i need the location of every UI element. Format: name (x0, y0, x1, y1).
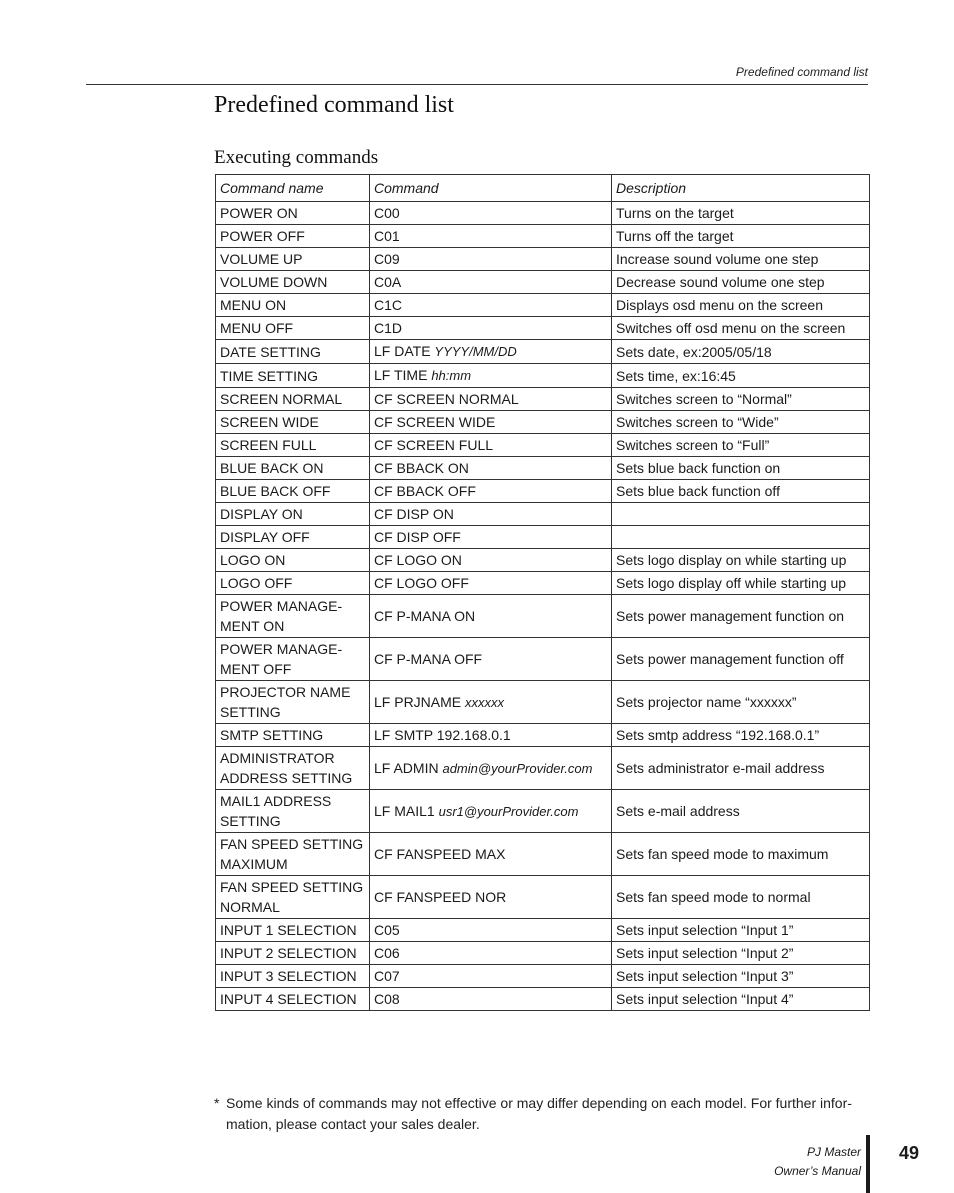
command-name-cell (216, 364, 370, 388)
command-name-cell (216, 503, 370, 526)
command-cell (370, 747, 612, 790)
command-cell (370, 724, 612, 747)
command-name-line: MAIL1 ADDRESS (220, 793, 332, 809)
command-cell (370, 271, 612, 294)
command-name-cell (216, 919, 370, 942)
command-name-cell (216, 638, 370, 681)
command-name-cell (216, 965, 370, 988)
footnote-line-1 (214, 1093, 869, 1114)
table-row (216, 411, 870, 434)
command-name-cell (216, 248, 370, 271)
command-cell (370, 248, 612, 271)
page-number: 49 (899, 1143, 920, 1163)
command-code: C0A (374, 274, 402, 290)
command-name-cell (216, 988, 370, 1011)
table-row (216, 526, 870, 549)
command-name-line: SMTP SETTING (220, 727, 324, 743)
description-cell: Sets projector name “xxxxxx” (612, 681, 870, 724)
table-header-row (216, 175, 870, 202)
command-code: LF PRJNAME (374, 693, 462, 710)
footer-bar (866, 1135, 870, 1193)
command-name-cell (216, 457, 370, 480)
description-cell: Switches off osd menu on the screen (612, 317, 870, 340)
command-code: LF TIME (374, 367, 428, 383)
table-row (216, 876, 870, 919)
table-row (216, 965, 870, 988)
command-name-line: ADDRESS SETTING (220, 770, 353, 786)
command-name-line: BLUE BACK OFF (220, 483, 331, 499)
command-cell (370, 294, 612, 317)
command-code: LF DATE (374, 343, 431, 359)
table-row (216, 248, 870, 271)
command-name-line: DISPLAY ON (220, 506, 303, 522)
footnote-line-2: mation, please contact your sales dealer. (226, 1116, 480, 1132)
command-cell (370, 457, 612, 480)
column-header-description: Description (612, 175, 870, 202)
table-row (216, 503, 870, 526)
command-code: LF MAIL1 (374, 802, 435, 819)
command-name-cell (216, 271, 370, 294)
command-code: CF SCREEN FULL (374, 437, 494, 453)
table-row (216, 388, 870, 411)
command-name-line: FAN SPEED SETTING (220, 836, 364, 852)
section-title: Executing commands (214, 147, 379, 168)
description-cell: Sets blue back function on (612, 457, 870, 480)
command-cell (370, 919, 612, 942)
command-name-cell (216, 747, 370, 790)
table-row (216, 747, 870, 790)
command-code: CF DISP ON (374, 506, 454, 522)
command-argument: YYYY/MM/DD (434, 344, 517, 359)
footnote (214, 1093, 869, 1135)
command-name-cell (216, 572, 370, 595)
description-cell (612, 503, 870, 526)
command-code: CF BBACK ON (374, 460, 469, 476)
command-cell (370, 965, 612, 988)
table-row (216, 294, 870, 317)
command-argument: usr1@yourProvider.com (438, 803, 579, 819)
command-code: CF LOGO ON (374, 552, 462, 568)
description-cell: Switches screen to “Wide” (612, 411, 870, 434)
command-name-line: BLUE BACK ON (220, 460, 324, 476)
command-cell (370, 833, 612, 876)
command-cell (370, 595, 612, 638)
command-code: C05 (374, 922, 400, 938)
command-name-line: DISPLAY OFF (220, 529, 310, 545)
table-row (216, 480, 870, 503)
command-code: CF SCREEN WIDE (374, 414, 496, 430)
command-name-line: INPUT 4 SELECTION (220, 991, 357, 1007)
footer-product-name: PJ Master (806, 1145, 861, 1159)
command-cell (370, 876, 612, 919)
table-row (216, 271, 870, 294)
command-cell (370, 480, 612, 503)
description-cell: Sets e-mail address (612, 790, 870, 833)
command-name-line: POWER MANAGE- (220, 641, 343, 657)
description-cell: Increase sound volume one step (612, 248, 870, 271)
command-name-line: MENU OFF (220, 320, 294, 336)
command-cell (370, 526, 612, 549)
command-table (215, 174, 870, 1011)
table-row (216, 595, 870, 638)
command-code: CF FANSPEED MAX (374, 846, 506, 862)
table-row (216, 457, 870, 480)
column-header-command-name: Command name (216, 175, 370, 202)
description-cell: Sets logo display off while starting up (612, 572, 870, 595)
table-row (216, 549, 870, 572)
command-name-line: MENT ON (220, 618, 285, 634)
command-name-line: MAXIMUM (220, 856, 288, 872)
command-name-line: VOLUME UP (220, 251, 303, 267)
command-name-cell (216, 526, 370, 549)
description-cell: Sets smtp address “192.168.0.1” (612, 724, 870, 747)
command-name-cell (216, 225, 370, 248)
description-cell: Displays osd menu on the screen (612, 294, 870, 317)
description-cell: Turns on the target (612, 202, 870, 225)
table-row (216, 833, 870, 876)
command-name-cell (216, 294, 370, 317)
table-row (216, 340, 870, 364)
table-row (216, 317, 870, 340)
command-name-cell (216, 549, 370, 572)
command-name-line: TIME SETTING (220, 367, 318, 384)
table-row (216, 988, 870, 1011)
command-argument: admin@yourProvider.com (442, 760, 593, 776)
description-cell: Switches screen to “Full” (612, 434, 870, 457)
description-cell: Sets input selection “Input 1” (612, 919, 870, 942)
command-code: CF FANSPEED NOR (374, 889, 507, 905)
command-code: C09 (374, 251, 400, 267)
footnote-marker: * (214, 1095, 220, 1111)
command-code: CF P-MANA OFF (374, 651, 483, 667)
command-cell (370, 638, 612, 681)
description-cell: Sets input selection “Input 3” (612, 965, 870, 988)
table-row (216, 364, 870, 388)
footer-manual-name: Owner’s Manual (774, 1164, 861, 1178)
table-row (216, 572, 870, 595)
command-code: C1C (374, 297, 403, 313)
table-row (216, 790, 870, 833)
command-name-line: PROJECTOR NAME (220, 684, 351, 700)
command-cell (370, 340, 612, 364)
command-cell (370, 572, 612, 595)
table-row (216, 434, 870, 457)
command-code: C06 (374, 945, 400, 961)
command-name-line: SETTING (220, 704, 281, 720)
command-name-cell (216, 388, 370, 411)
command-name-cell (216, 434, 370, 457)
command-cell (370, 202, 612, 225)
description-cell: Sets logo display on while starting up (612, 549, 870, 572)
description-cell: Sets input selection “Input 4” (612, 988, 870, 1011)
description-cell: Sets blue back function off (612, 480, 870, 503)
command-name-line: POWER ON (220, 205, 298, 221)
command-cell (370, 988, 612, 1011)
description-cell: Sets input selection “Input 2” (612, 942, 870, 965)
command-code: CF LOGO OFF (374, 575, 469, 591)
command-code: C08 (374, 991, 400, 1007)
command-cell (370, 317, 612, 340)
table-row (216, 638, 870, 681)
command-name-line: MENT OFF (220, 661, 292, 677)
command-cell (370, 549, 612, 572)
command-name-line: MENU ON (220, 297, 287, 313)
command-name-line: LOGO ON (220, 552, 286, 568)
description-cell: Sets date, ex:2005/05/18 (612, 340, 870, 364)
table-row (216, 942, 870, 965)
command-name-cell (216, 340, 370, 364)
description-cell: Sets time, ex:16:45 (612, 364, 870, 388)
command-name-line: SCREEN FULL (220, 437, 317, 453)
command-name-line: SCREEN WIDE (220, 414, 319, 430)
command-name-line: FAN SPEED SETTING (220, 879, 364, 895)
table-row (216, 724, 870, 747)
command-name-line: ADMINISTRATOR (220, 750, 335, 766)
command-cell (370, 503, 612, 526)
table-row (216, 681, 870, 724)
command-name-line: INPUT 3 SELECTION (220, 968, 357, 984)
description-cell: Switches screen to “Normal” (612, 388, 870, 411)
footnote-text-1: Some kinds of commands may not effective or may differ depending on each model. For further infor- (226, 1095, 852, 1111)
page-title: Predefined command list (214, 92, 454, 118)
command-table-body (216, 202, 870, 1011)
command-name-line: VOLUME DOWN (220, 274, 328, 290)
command-name-cell (216, 876, 370, 919)
command-code: CF SCREEN NORMAL (374, 391, 519, 407)
command-code: C07 (374, 968, 400, 984)
footer-text (774, 1143, 861, 1181)
command-code: CF BBACK OFF (374, 483, 476, 499)
command-code: C01 (374, 228, 400, 244)
command-name-cell (216, 833, 370, 876)
table-row (216, 225, 870, 248)
command-code: C00 (374, 205, 400, 221)
command-cell (370, 225, 612, 248)
command-cell (370, 434, 612, 457)
table-row (216, 202, 870, 225)
command-code: C1D (374, 320, 403, 336)
command-name-line: SCREEN NORMAL (220, 391, 343, 407)
description-cell: Sets fan speed mode to maximum (612, 833, 870, 876)
command-argument: hh:mm (431, 368, 472, 383)
command-argument: xxxxxx (465, 694, 505, 710)
command-cell (370, 388, 612, 411)
command-name-line: DATE SETTING (220, 343, 321, 360)
description-cell: Sets power management function on (612, 595, 870, 638)
command-cell (370, 681, 612, 724)
command-name-cell (216, 595, 370, 638)
command-name-cell (216, 681, 370, 724)
command-name-cell (216, 790, 370, 833)
command-cell (370, 942, 612, 965)
command-name-line: NORMAL (220, 899, 280, 915)
command-code: CF P-MANA ON (374, 608, 476, 624)
command-name-line: INPUT 1 SELECTION (220, 922, 357, 938)
command-name-cell (216, 317, 370, 340)
running-head: Predefined command list (735, 65, 868, 79)
command-name-line: LOGO OFF (220, 575, 293, 591)
command-name-line: SETTING (220, 813, 281, 829)
command-cell (370, 790, 612, 833)
description-cell: Decrease sound volume one step (612, 271, 870, 294)
column-header-command: Command (370, 175, 612, 202)
header-rule (86, 84, 868, 85)
command-code: CF DISP OFF (374, 529, 461, 545)
command-name-line: POWER OFF (220, 228, 305, 244)
command-name-cell (216, 202, 370, 225)
command-cell (370, 411, 612, 434)
command-code: LF SMTP 192.168.0.1 (374, 727, 511, 743)
command-name-cell (216, 942, 370, 965)
command-name-line: INPUT 2 SELECTION (220, 945, 357, 961)
description-cell: Sets administrator e-mail address (612, 747, 870, 790)
command-code: LF ADMIN (374, 759, 439, 776)
command-name-line: POWER MANAGE- (220, 598, 343, 614)
table-row (216, 919, 870, 942)
description-cell: Sets fan speed mode to normal (612, 876, 870, 919)
description-cell: Sets power management function off (612, 638, 870, 681)
description-cell: Turns off the target (612, 225, 870, 248)
command-cell (370, 364, 612, 388)
command-name-cell (216, 480, 370, 503)
description-cell (612, 526, 870, 549)
command-name-cell (216, 411, 370, 434)
command-name-cell (216, 724, 370, 747)
